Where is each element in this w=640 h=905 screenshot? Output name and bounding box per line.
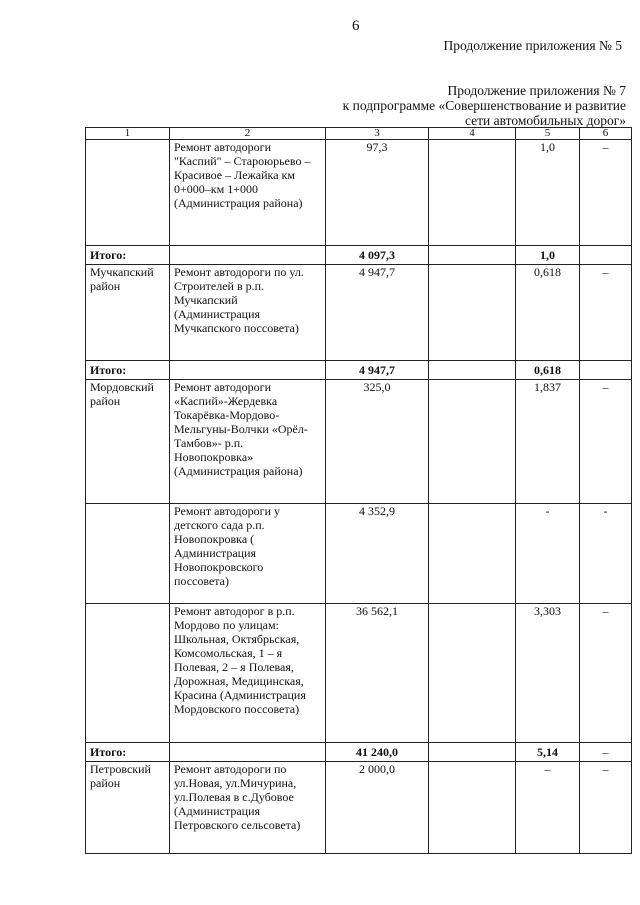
- road-name: Ремонт автодороги "Каспий" – Староюрьево – Красивое – Лежайка км 0+000–км 1+000 (Администрация района): [170, 140, 326, 246]
- empty-cell: [580, 361, 632, 380]
- total-label: Итого:: [86, 743, 170, 762]
- column-header: 3: [326, 128, 429, 140]
- page-number: 6: [352, 18, 360, 34]
- empty-cell: [580, 246, 632, 265]
- district-cell: [86, 504, 170, 604]
- road-name: Ремонт автодороги «Каспий»-Жердевка Токарёвка-Мордово-Мельгуны-Волчки «Орёл-Тамбов»- р.п. Новопокровка» (Администрация района): [170, 380, 326, 504]
- value-col4: [429, 762, 516, 854]
- total-col5: 5,14: [516, 743, 580, 762]
- district-cell: Петровский район: [86, 762, 170, 854]
- empty-cell: [429, 246, 516, 265]
- value-col3: 325,0: [326, 380, 429, 504]
- empty-cell: [170, 743, 326, 762]
- table-row: [86, 380, 632, 504]
- table-row: [86, 504, 632, 604]
- column-header: 6: [580, 128, 632, 140]
- value-col6: –: [580, 604, 632, 743]
- total-col5: 1,0: [516, 246, 580, 265]
- total-col6: –: [580, 743, 632, 762]
- continuation-appendix-7: [343, 83, 626, 128]
- value-col4: [429, 380, 516, 504]
- table-row: [86, 265, 632, 361]
- value-col6: -: [580, 504, 632, 604]
- total-row: [86, 743, 632, 762]
- value-col3: 97,3: [326, 140, 429, 246]
- value-col3: 2 000,0: [326, 762, 429, 854]
- value-col5: 1,0: [516, 140, 580, 246]
- roads-table: [85, 127, 632, 854]
- value-col5: 1,837: [516, 380, 580, 504]
- road-name: Ремонт автодороги по ул. Строителей в р.п. Мучкапский (Администрация Мучкапского поссовета): [170, 265, 326, 361]
- column-header: 5: [516, 128, 580, 140]
- empty-cell: [429, 743, 516, 762]
- value-col5: –: [516, 762, 580, 854]
- total-row: [86, 361, 632, 380]
- column-number-row: [86, 128, 632, 140]
- column-header: 2: [170, 128, 326, 140]
- empty-cell: [170, 246, 326, 265]
- total-label: Итого:: [86, 361, 170, 380]
- district-cell: [86, 140, 170, 246]
- road-name: Ремонт автодороги по ул.Новая, ул.Мичурина, ул.Полевая в с.Дубовое (Администрация Петровского сельсовета): [170, 762, 326, 854]
- value-col6: –: [580, 762, 632, 854]
- value-col3: 36 562,1: [326, 604, 429, 743]
- value-col3: 4 352,9: [326, 504, 429, 604]
- continuation-line-1: Продолжение приложения № 7: [447, 83, 626, 98]
- value-col4: [429, 604, 516, 743]
- value-col4: [429, 504, 516, 604]
- district-cell: [86, 604, 170, 743]
- continuation-line-3: сети автомобильных дорог»: [465, 113, 626, 128]
- district-cell: Мордовский район: [86, 380, 170, 504]
- table-row: [86, 604, 632, 743]
- column-header: 4: [429, 128, 516, 140]
- continuation-line-2: к подпрограмме «Совершенствование и развитие: [342, 98, 626, 113]
- district-cell: Мучкапский район: [86, 265, 170, 361]
- empty-cell: [170, 361, 326, 380]
- total-col5: 0,618: [516, 361, 580, 380]
- column-header: 1: [86, 128, 170, 140]
- value-col4: [429, 140, 516, 246]
- total-col3: 4 097,3: [326, 246, 429, 265]
- road-name: Ремонт автодорог в р.п. Мордово по улицам: Школьная, Октябрьская, Комсомольская, 1 – я Полевая, 2 – я Полевая, Дорожная, Медицинская, Красина (Администрация Мордовского поссовета): [170, 604, 326, 743]
- value-col6: –: [580, 380, 632, 504]
- continuation-appendix-5: Продолжение приложения № 5: [443, 38, 622, 53]
- value-col6: –: [580, 265, 632, 361]
- value-col5: -: [516, 504, 580, 604]
- value-col5: 0,618: [516, 265, 580, 361]
- value-col6: –: [580, 140, 632, 246]
- value-col3: 4 947,7: [326, 265, 429, 361]
- total-col3: 4 947,7: [326, 361, 429, 380]
- value-col4: [429, 265, 516, 361]
- value-col5: 3,303: [516, 604, 580, 743]
- table-row: [86, 140, 632, 246]
- road-name: Ремонт автодороги у детского сада р.п. Новопокровка ( Администрация Новопокровского поссовета): [170, 504, 326, 604]
- table-row: [86, 762, 632, 854]
- empty-cell: [429, 361, 516, 380]
- total-row: [86, 246, 632, 265]
- total-col3: 41 240,0: [326, 743, 429, 762]
- total-label: Итого:: [86, 246, 170, 265]
